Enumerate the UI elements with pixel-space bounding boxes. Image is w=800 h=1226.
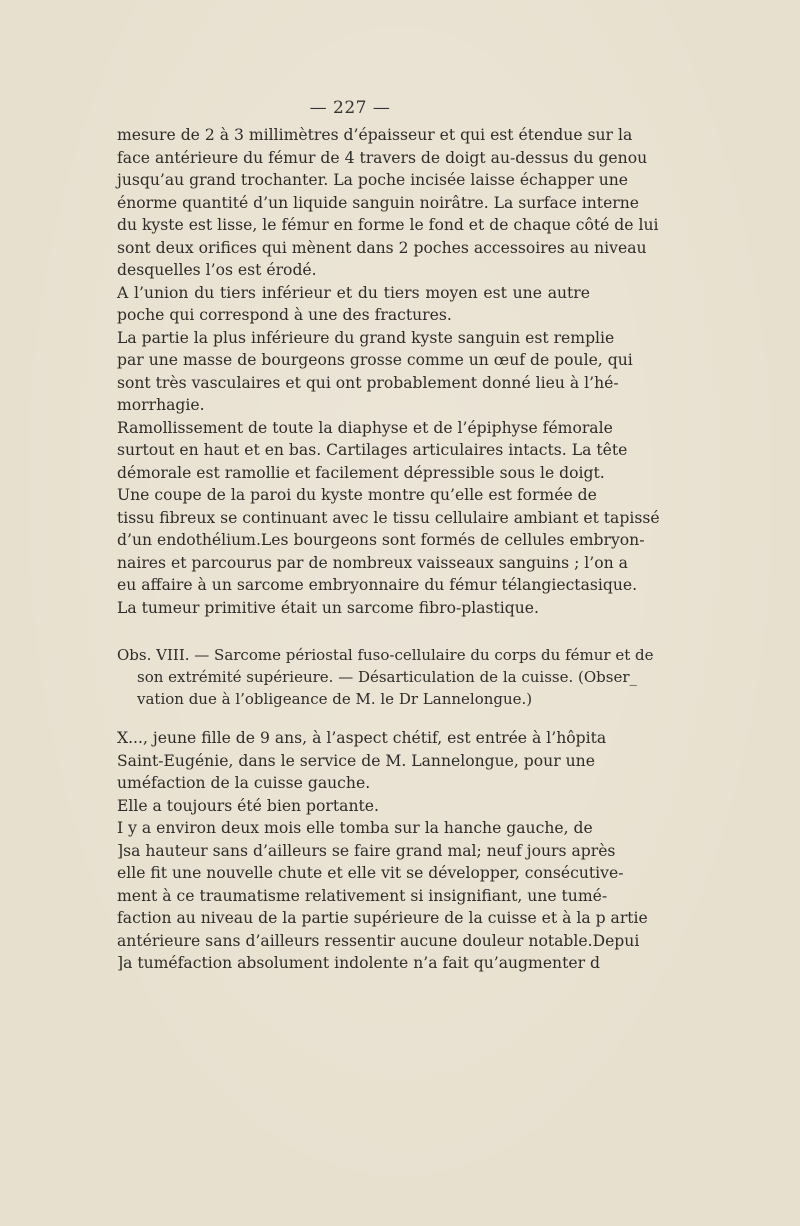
text-line: X..., jeune fille de 9 ans, à l’aspect chétif, est entrée à l’hôpita <box>117 729 607 747</box>
text-line: sont deux orifices qui mènent dans 2 poches accessoires au niveau <box>117 238 647 257</box>
text-line: énorme quantité d’un liquide sanguin noirâtre. La surface interne <box>117 193 640 212</box>
text-line: faction au niveau de la partie supérieure de la cuisse et à la p artie <box>117 909 648 927</box>
text-line: Ramollissement de toute la diaphyse et de l’épiphyse fémorale <box>117 418 613 437</box>
text-line: tissu fibreux se continuant avec le tissu cellulaire ambiant et tapissé <box>117 508 660 527</box>
body-text-bottom <box>117 727 648 975</box>
page-number: — 227 — <box>309 98 391 118</box>
observation-heading <box>117 644 654 710</box>
text-line: eu affaire à un sarcome embryonnaire du fémur télangiectasique. <box>117 576 638 594</box>
text-line: face antérieure du fémur de 4 travers de doigt au-dessus du genou <box>117 148 648 167</box>
text-line: démorale est ramollie et facilement dépressible sous le doigt. <box>117 463 605 482</box>
text-line: surtout en haut et en bas. Cartilages articulaires intacts. La tête <box>117 441 628 459</box>
text-line: vation due à l’obligeance de M. le Dr Lannelongue.) <box>137 690 533 708</box>
text-line: I y a environ deux mois elle tomba sur la hanche gauche, de <box>117 819 593 837</box>
text-line: Saint-Eugénie, dans le service de M. Lannelongue, pour une <box>117 751 595 770</box>
text-line: poche qui correspond à une des fractures. <box>117 306 452 324</box>
text-line: elle fit une nouvelle chute et elle vit se développer, consécutive- <box>117 864 624 882</box>
text-line: mesure de 2 à 3 millimètres d’épaisseur et qui est étendue sur la <box>117 126 633 144</box>
text-line: Obs. VIII. — Sarcome périostal fuso-cellulaire du corps du fémur et de <box>117 646 654 664</box>
text-line: son extrémité supérieure. — Désarticulation de la cuisse. (Obser_ <box>137 668 638 686</box>
text-line: ment à ce traumatisme relativement si insignifiant, une tumé- <box>117 886 608 905</box>
text-line: Une coupe de la paroi du kyste montre qu’elle est formée de <box>117 486 597 504</box>
text-line: desquelles l’os est érodé. <box>117 261 317 279</box>
text-line: jusqu’au grand trochanter. La poche incisée laisse échapper une <box>117 171 629 189</box>
text-line: ]sa hauteur sans d’ailleurs se faire grand mal; neuf jours après <box>117 841 616 860</box>
body-text-top <box>117 124 660 619</box>
text-line: d’un endothélium.Les bourgeons sont formés de cellules embryon- <box>117 531 645 549</box>
text-line: morrhagie. <box>117 396 205 414</box>
text-line: naires et parcourus par de nombreux vaisseaux sanguins ; l’on a <box>117 553 628 572</box>
text-line: La partie la plus inférieure du grand kyste sanguin est remplie <box>117 328 615 347</box>
text-line: A l’union du tiers inférieur et du tiers moyen est une autre <box>117 283 590 302</box>
text-line: sont très vasculaires et qui ont probablement donné lieu à l’hé- <box>117 373 619 392</box>
text-line: antérieure sans d’ailleurs ressentir aucune douleur notable.Depui <box>117 931 640 950</box>
text-line: Elle a toujours été bien portante. <box>117 796 379 815</box>
text-line: uméfaction de la cuisse gauche. <box>117 774 371 792</box>
text-line: par une masse de bourgeons grosse comme un œuf de poule, qui <box>117 351 633 369</box>
text-line: La tumeur primitive était un sarcome fibro-plastique. <box>117 598 539 617</box>
text-line: du kyste est lisse, le fémur en forme le fond et de chaque côté de lui <box>117 216 659 234</box>
text-line: ]a tuméfaction absolument indolente n’a fait qu’augmenter d <box>117 954 600 972</box>
